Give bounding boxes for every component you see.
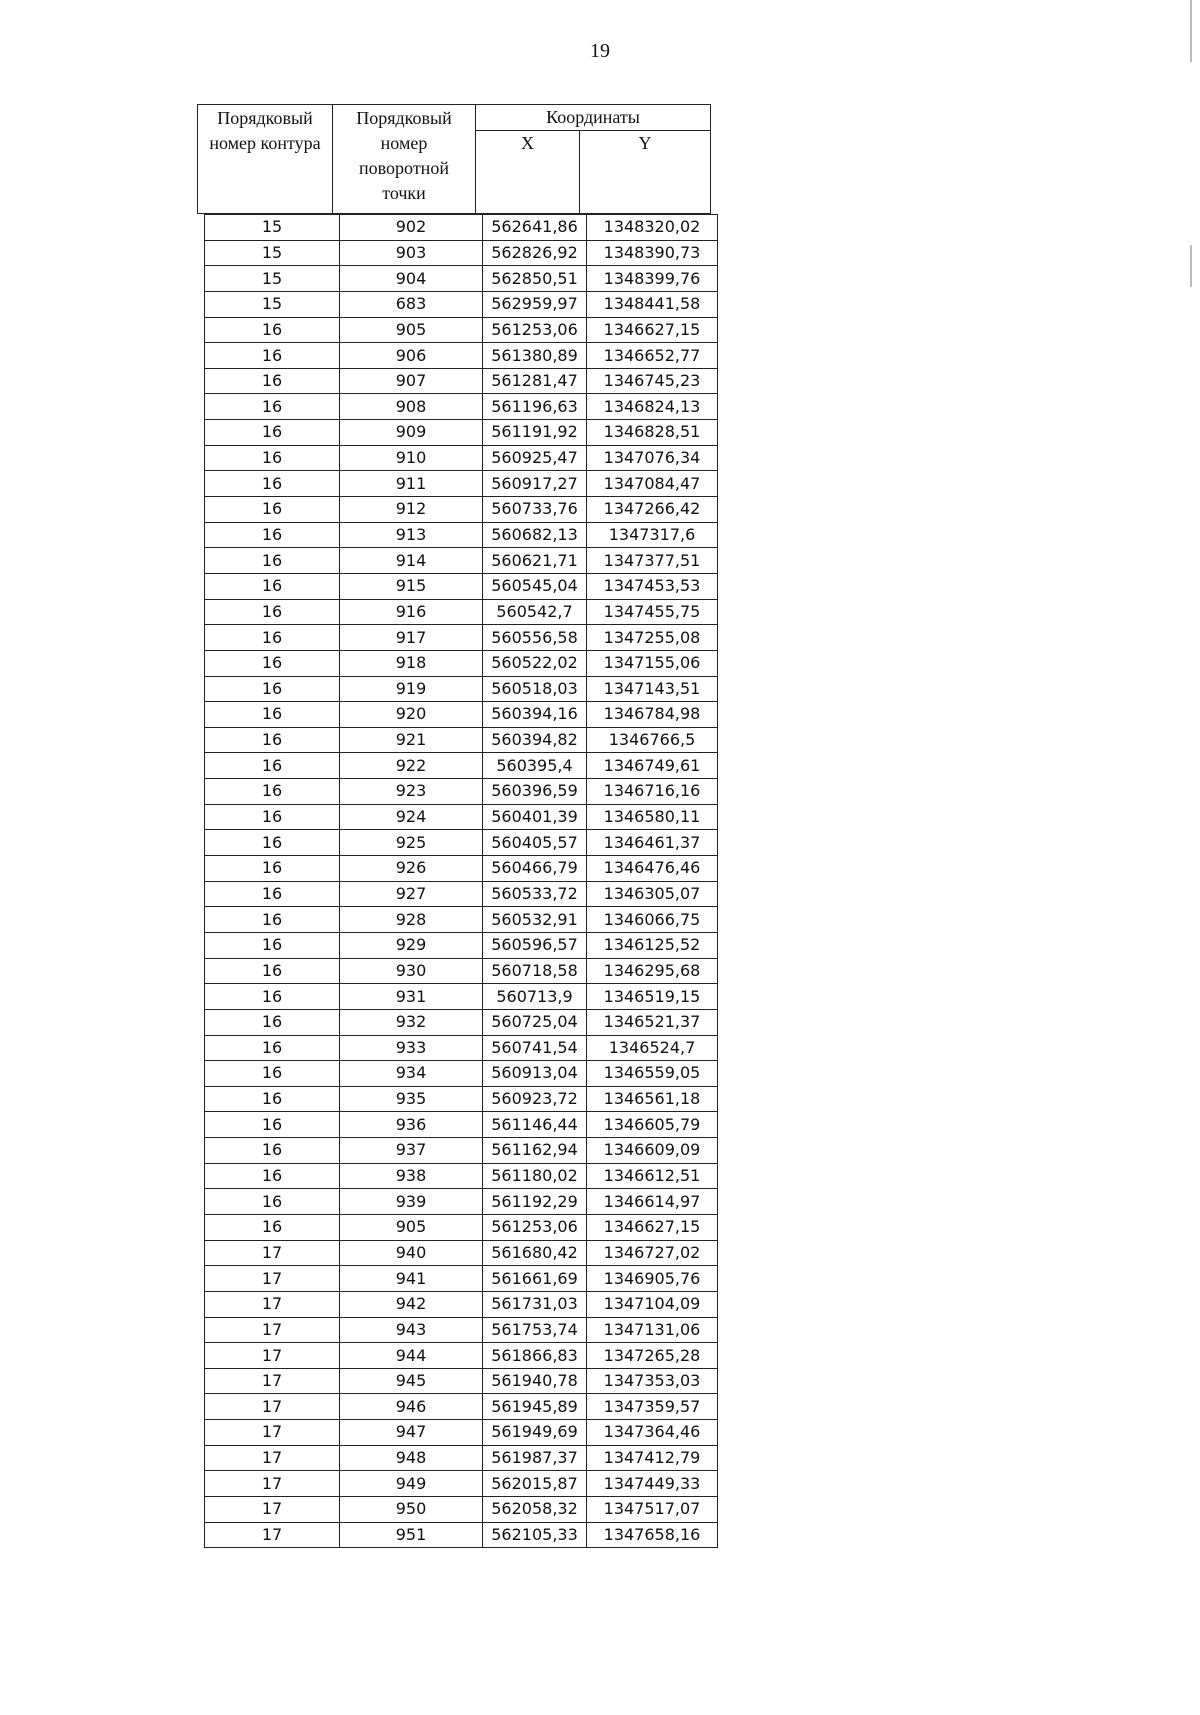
cell-y: 1346609,09: [587, 1138, 718, 1164]
cell-x: 560741,54: [483, 1035, 587, 1061]
table-row: [205, 1112, 718, 1138]
cell-x: 560545,04: [483, 573, 587, 599]
cell-contour-number: 17: [205, 1420, 340, 1446]
cell-x: 560394,16: [483, 702, 587, 728]
cell-y: 1346521,37: [587, 1009, 718, 1035]
table-row: [205, 932, 718, 958]
table-row: [205, 240, 718, 266]
cell-point-number: 948: [340, 1445, 483, 1471]
cell-contour-number: 16: [205, 779, 340, 805]
cell-contour-number: 16: [205, 702, 340, 728]
header-coordinates: Координаты: [476, 105, 711, 131]
cell-point-number: 940: [340, 1240, 483, 1266]
cell-contour-number: 16: [205, 1009, 340, 1035]
coordinates-table: [204, 214, 718, 1548]
cell-contour-number: 16: [205, 932, 340, 958]
cell-y: 1347364,46: [587, 1420, 718, 1446]
cell-point-number: 927: [340, 881, 483, 907]
cell-point-number: 909: [340, 420, 483, 446]
cell-point-number: 902: [340, 215, 483, 241]
cell-y: 1346295,68: [587, 958, 718, 984]
cell-x: 561253,06: [483, 317, 587, 343]
cell-point-number: 907: [340, 368, 483, 394]
cell-x: 560923,72: [483, 1086, 587, 1112]
cell-y: 1347658,16: [587, 1522, 718, 1548]
cell-x: 561987,37: [483, 1445, 587, 1471]
cell-contour-number: 16: [205, 984, 340, 1010]
table-row: [205, 1420, 718, 1446]
table-row: [205, 1368, 718, 1394]
table-row: [205, 471, 718, 497]
cell-contour-number: 16: [205, 317, 340, 343]
cell-y: 1346559,05: [587, 1061, 718, 1087]
cell-point-number: 919: [340, 676, 483, 702]
cell-y: 1347453,53: [587, 573, 718, 599]
cell-contour-number: 17: [205, 1368, 340, 1394]
cell-point-number: 947: [340, 1420, 483, 1446]
cell-x: 560395,4: [483, 753, 587, 779]
header-point-number: [333, 105, 476, 214]
cell-point-number: 912: [340, 497, 483, 523]
cell-y: 1347412,79: [587, 1445, 718, 1471]
cell-contour-number: 16: [205, 676, 340, 702]
cell-contour-number: 16: [205, 420, 340, 446]
cell-point-number: 932: [340, 1009, 483, 1035]
cell-x: 560401,39: [483, 804, 587, 830]
table-row: [205, 779, 718, 805]
table-row: [205, 266, 718, 292]
table-row: [205, 958, 718, 984]
cell-point-number: 683: [340, 291, 483, 317]
table-row: [205, 1138, 718, 1164]
cell-y: 1346066,75: [587, 907, 718, 933]
cell-x: 560925,47: [483, 445, 587, 471]
cell-x: 560556,58: [483, 625, 587, 651]
cell-y: 1346524,7: [587, 1035, 718, 1061]
table-row: [205, 753, 718, 779]
cell-y: 1348320,02: [587, 215, 718, 241]
cell-point-number: 950: [340, 1497, 483, 1523]
cell-point-number: 943: [340, 1317, 483, 1343]
cell-point-number: 918: [340, 650, 483, 676]
cell-x: 562959,97: [483, 291, 587, 317]
table-row: [205, 804, 718, 830]
table-row: [205, 1445, 718, 1471]
cell-contour-number: 16: [205, 445, 340, 471]
table-row: [205, 984, 718, 1010]
cell-y: 1347266,42: [587, 497, 718, 523]
cell-contour-number: 16: [205, 804, 340, 830]
cell-point-number: 935: [340, 1086, 483, 1112]
table-row: [205, 1317, 718, 1343]
cell-y: 1347084,47: [587, 471, 718, 497]
table-row: [205, 368, 718, 394]
cell-contour-number: 16: [205, 881, 340, 907]
table-row: [205, 1291, 718, 1317]
cell-x: 561866,83: [483, 1343, 587, 1369]
cell-y: 1346519,15: [587, 984, 718, 1010]
cell-contour-number: 17: [205, 1266, 340, 1292]
cell-contour-number: 16: [205, 1086, 340, 1112]
cell-point-number: 933: [340, 1035, 483, 1061]
cell-x: 561180,02: [483, 1163, 587, 1189]
cell-point-number: 951: [340, 1522, 483, 1548]
cell-contour-number: 16: [205, 856, 340, 882]
coordinates-table-body: [205, 215, 718, 1548]
cell-y: 1347359,57: [587, 1394, 718, 1420]
cell-point-number: 928: [340, 907, 483, 933]
cell-point-number: 921: [340, 727, 483, 753]
cell-x: 562641,86: [483, 215, 587, 241]
cell-contour-number: 16: [205, 1138, 340, 1164]
cell-x: 561680,42: [483, 1240, 587, 1266]
cell-point-number: 904: [340, 266, 483, 292]
cell-point-number: 916: [340, 599, 483, 625]
cell-y: 1347131,06: [587, 1317, 718, 1343]
table-row: [205, 702, 718, 728]
cell-x: 560682,13: [483, 522, 587, 548]
cell-contour-number: 15: [205, 266, 340, 292]
cell-y: 1347517,07: [587, 1497, 718, 1523]
cell-x: 561253,06: [483, 1214, 587, 1240]
cell-point-number: 934: [340, 1061, 483, 1087]
cell-point-number: 941: [340, 1266, 483, 1292]
table-row: [205, 445, 718, 471]
cell-y: 1346612,51: [587, 1163, 718, 1189]
table-row: [205, 291, 718, 317]
cell-contour-number: 16: [205, 522, 340, 548]
cell-point-number: 915: [340, 573, 483, 599]
cell-x: 561191,92: [483, 420, 587, 446]
cell-contour-number: 16: [205, 497, 340, 523]
cell-point-number: 930: [340, 958, 483, 984]
cell-point-number: 936: [340, 1112, 483, 1138]
cell-point-number: 926: [340, 856, 483, 882]
table-row: [205, 1497, 718, 1523]
cell-x: 560394,82: [483, 727, 587, 753]
cell-contour-number: 16: [205, 1189, 340, 1215]
table-row: [205, 856, 718, 882]
cell-y: 1347353,03: [587, 1368, 718, 1394]
table-row: [205, 1061, 718, 1087]
cell-y: 1347255,08: [587, 625, 718, 651]
cell-y: 1346605,79: [587, 1112, 718, 1138]
cell-point-number: 949: [340, 1471, 483, 1497]
cell-contour-number: 16: [205, 650, 340, 676]
cell-x: 561731,03: [483, 1291, 587, 1317]
cell-contour-number: 16: [205, 343, 340, 369]
cell-y: 1346627,15: [587, 317, 718, 343]
cell-contour-number: 16: [205, 1214, 340, 1240]
cell-contour-number: 17: [205, 1497, 340, 1523]
cell-y: 1347155,06: [587, 650, 718, 676]
cell-x: 561281,47: [483, 368, 587, 394]
header-point-line: точки: [382, 183, 426, 203]
cell-point-number: 925: [340, 830, 483, 856]
cell-x: 561945,89: [483, 1394, 587, 1420]
cell-y: 1346745,23: [587, 368, 718, 394]
cell-x: 561380,89: [483, 343, 587, 369]
cell-contour-number: 17: [205, 1291, 340, 1317]
cell-contour-number: 16: [205, 1035, 340, 1061]
cell-x: 560621,71: [483, 548, 587, 574]
cell-y: 1348390,73: [587, 240, 718, 266]
cell-y: 1347104,09: [587, 1291, 718, 1317]
cell-point-number: 939: [340, 1189, 483, 1215]
page-number: 19: [590, 40, 610, 62]
header-point-line: Порядковый: [356, 108, 452, 128]
cell-x: 562850,51: [483, 266, 587, 292]
cell-x: 562105,33: [483, 1522, 587, 1548]
cell-x: 560733,76: [483, 497, 587, 523]
table-row: [205, 1394, 718, 1420]
cell-x: 561196,63: [483, 394, 587, 420]
cell-point-number: 945: [340, 1368, 483, 1394]
cell-contour-number: 17: [205, 1445, 340, 1471]
cell-contour-number: 16: [205, 958, 340, 984]
table-row: [205, 1086, 718, 1112]
cell-contour-number: 17: [205, 1394, 340, 1420]
cell-y: 1347449,33: [587, 1471, 718, 1497]
cell-y: 1346580,11: [587, 804, 718, 830]
cell-point-number: 946: [340, 1394, 483, 1420]
table-row: [205, 881, 718, 907]
table-row: [205, 1214, 718, 1240]
table-row: [205, 1343, 718, 1369]
header-point-line: поворотной: [359, 158, 449, 178]
table-row: [205, 522, 718, 548]
table-row: [205, 1189, 718, 1215]
cell-y: 1348399,76: [587, 266, 718, 292]
cell-x: 560725,04: [483, 1009, 587, 1035]
cell-x: 560596,57: [483, 932, 587, 958]
cell-point-number: 942: [340, 1291, 483, 1317]
cell-x: 560718,58: [483, 958, 587, 984]
header-x: X: [476, 131, 580, 214]
cell-x: 561661,69: [483, 1266, 587, 1292]
table-row: [205, 1035, 718, 1061]
header-point-line: номер: [380, 133, 428, 153]
cell-contour-number: 16: [205, 1112, 340, 1138]
cell-point-number: 905: [340, 1214, 483, 1240]
cell-point-number: 944: [340, 1343, 483, 1369]
table-row: [205, 727, 718, 753]
cell-point-number: 922: [340, 753, 483, 779]
cell-x: 561162,94: [483, 1138, 587, 1164]
cell-x: 560522,02: [483, 650, 587, 676]
cell-point-number: 929: [340, 932, 483, 958]
cell-contour-number: 16: [205, 830, 340, 856]
table-row: [205, 650, 718, 676]
table-row: [205, 317, 718, 343]
cell-y: 1346561,18: [587, 1086, 718, 1112]
cell-point-number: 908: [340, 394, 483, 420]
cell-y: 1346828,51: [587, 420, 718, 446]
cell-contour-number: 15: [205, 215, 340, 241]
cell-x: 560532,91: [483, 907, 587, 933]
cell-x: 560713,9: [483, 984, 587, 1010]
cell-x: 562015,87: [483, 1471, 587, 1497]
table-row: [205, 830, 718, 856]
cell-contour-number: 16: [205, 599, 340, 625]
cell-contour-number: 16: [205, 907, 340, 933]
table-row: [205, 394, 718, 420]
cell-x: 562826,92: [483, 240, 587, 266]
table-row: [205, 548, 718, 574]
cell-contour-number: 16: [205, 471, 340, 497]
cell-y: 1346476,46: [587, 856, 718, 882]
cell-y: 1347455,75: [587, 599, 718, 625]
cell-x: 560396,59: [483, 779, 587, 805]
cell-x: 560466,79: [483, 856, 587, 882]
cell-x: 560405,57: [483, 830, 587, 856]
table-row: [205, 420, 718, 446]
table-row: [205, 215, 718, 241]
cell-point-number: 911: [340, 471, 483, 497]
cell-x: 561940,78: [483, 1368, 587, 1394]
cell-point-number: 931: [340, 984, 483, 1010]
cell-contour-number: 16: [205, 753, 340, 779]
cell-y: 1346749,61: [587, 753, 718, 779]
table-row: [205, 676, 718, 702]
header-y: Y: [580, 131, 711, 214]
table-row: [205, 1266, 718, 1292]
cell-contour-number: 16: [205, 394, 340, 420]
cell-y: 1346614,97: [587, 1189, 718, 1215]
cell-point-number: 920: [340, 702, 483, 728]
cell-point-number: 913: [340, 522, 483, 548]
cell-x: 561192,29: [483, 1189, 587, 1215]
table-row: [205, 907, 718, 933]
cell-x: 560542,7: [483, 599, 587, 625]
cell-contour-number: 16: [205, 1163, 340, 1189]
cell-x: 562058,32: [483, 1497, 587, 1523]
scan-edge-line: [1190, 245, 1192, 287]
cell-y: 1346125,52: [587, 932, 718, 958]
cell-x: 560518,03: [483, 676, 587, 702]
cell-x: 561146,44: [483, 1112, 587, 1138]
cell-y: 1348441,58: [587, 291, 718, 317]
cell-point-number: 937: [340, 1138, 483, 1164]
cell-point-number: 938: [340, 1163, 483, 1189]
cell-contour-number: 16: [205, 625, 340, 651]
cell-y: 1347143,51: [587, 676, 718, 702]
cell-y: 1346305,07: [587, 881, 718, 907]
cell-point-number: 910: [340, 445, 483, 471]
cell-point-number: 924: [340, 804, 483, 830]
cell-contour-number: 17: [205, 1522, 340, 1548]
cell-y: 1346716,16: [587, 779, 718, 805]
table-row: [205, 599, 718, 625]
header-contour-number: [198, 105, 333, 214]
cell-contour-number: 16: [205, 727, 340, 753]
cell-contour-number: 17: [205, 1317, 340, 1343]
cell-contour-number: 17: [205, 1343, 340, 1369]
table-header: [197, 104, 711, 214]
table-row: [205, 1240, 718, 1266]
table-row: [205, 343, 718, 369]
cell-y: 1346784,98: [587, 702, 718, 728]
cell-y: 1346905,76: [587, 1266, 718, 1292]
cell-contour-number: 17: [205, 1471, 340, 1497]
cell-y: 1347265,28: [587, 1343, 718, 1369]
cell-contour-number: 15: [205, 291, 340, 317]
cell-contour-number: 16: [205, 548, 340, 574]
cell-point-number: 917: [340, 625, 483, 651]
cell-y: 1346627,15: [587, 1214, 718, 1240]
cell-x: 561949,69: [483, 1420, 587, 1446]
cell-y: 1346727,02: [587, 1240, 718, 1266]
cell-point-number: 906: [340, 343, 483, 369]
cell-y: 1347377,51: [587, 548, 718, 574]
cell-y: 1346824,13: [587, 394, 718, 420]
table-row: [205, 1471, 718, 1497]
table-row: [205, 1163, 718, 1189]
cell-contour-number: 17: [205, 1240, 340, 1266]
table-row: [205, 1522, 718, 1548]
cell-x: 560533,72: [483, 881, 587, 907]
cell-y: 1346766,5: [587, 727, 718, 753]
cell-contour-number: 16: [205, 573, 340, 599]
cell-point-number: 903: [340, 240, 483, 266]
cell-x: 561753,74: [483, 1317, 587, 1343]
cell-x: 560913,04: [483, 1061, 587, 1087]
cell-point-number: 914: [340, 548, 483, 574]
cell-contour-number: 15: [205, 240, 340, 266]
cell-y: 1346461,37: [587, 830, 718, 856]
cell-contour-number: 16: [205, 1061, 340, 1087]
cell-point-number: 905: [340, 317, 483, 343]
cell-y: 1346652,77: [587, 343, 718, 369]
table-row: [205, 573, 718, 599]
table-row: [205, 625, 718, 651]
cell-y: 1347317,6: [587, 522, 718, 548]
table-row: [205, 1009, 718, 1035]
cell-y: 1347076,34: [587, 445, 718, 471]
cell-point-number: 923: [340, 779, 483, 805]
cell-x: 560917,27: [483, 471, 587, 497]
table-row: [205, 497, 718, 523]
cell-contour-number: 16: [205, 368, 340, 394]
header-contour-label: Порядковый номер контура: [209, 108, 321, 153]
